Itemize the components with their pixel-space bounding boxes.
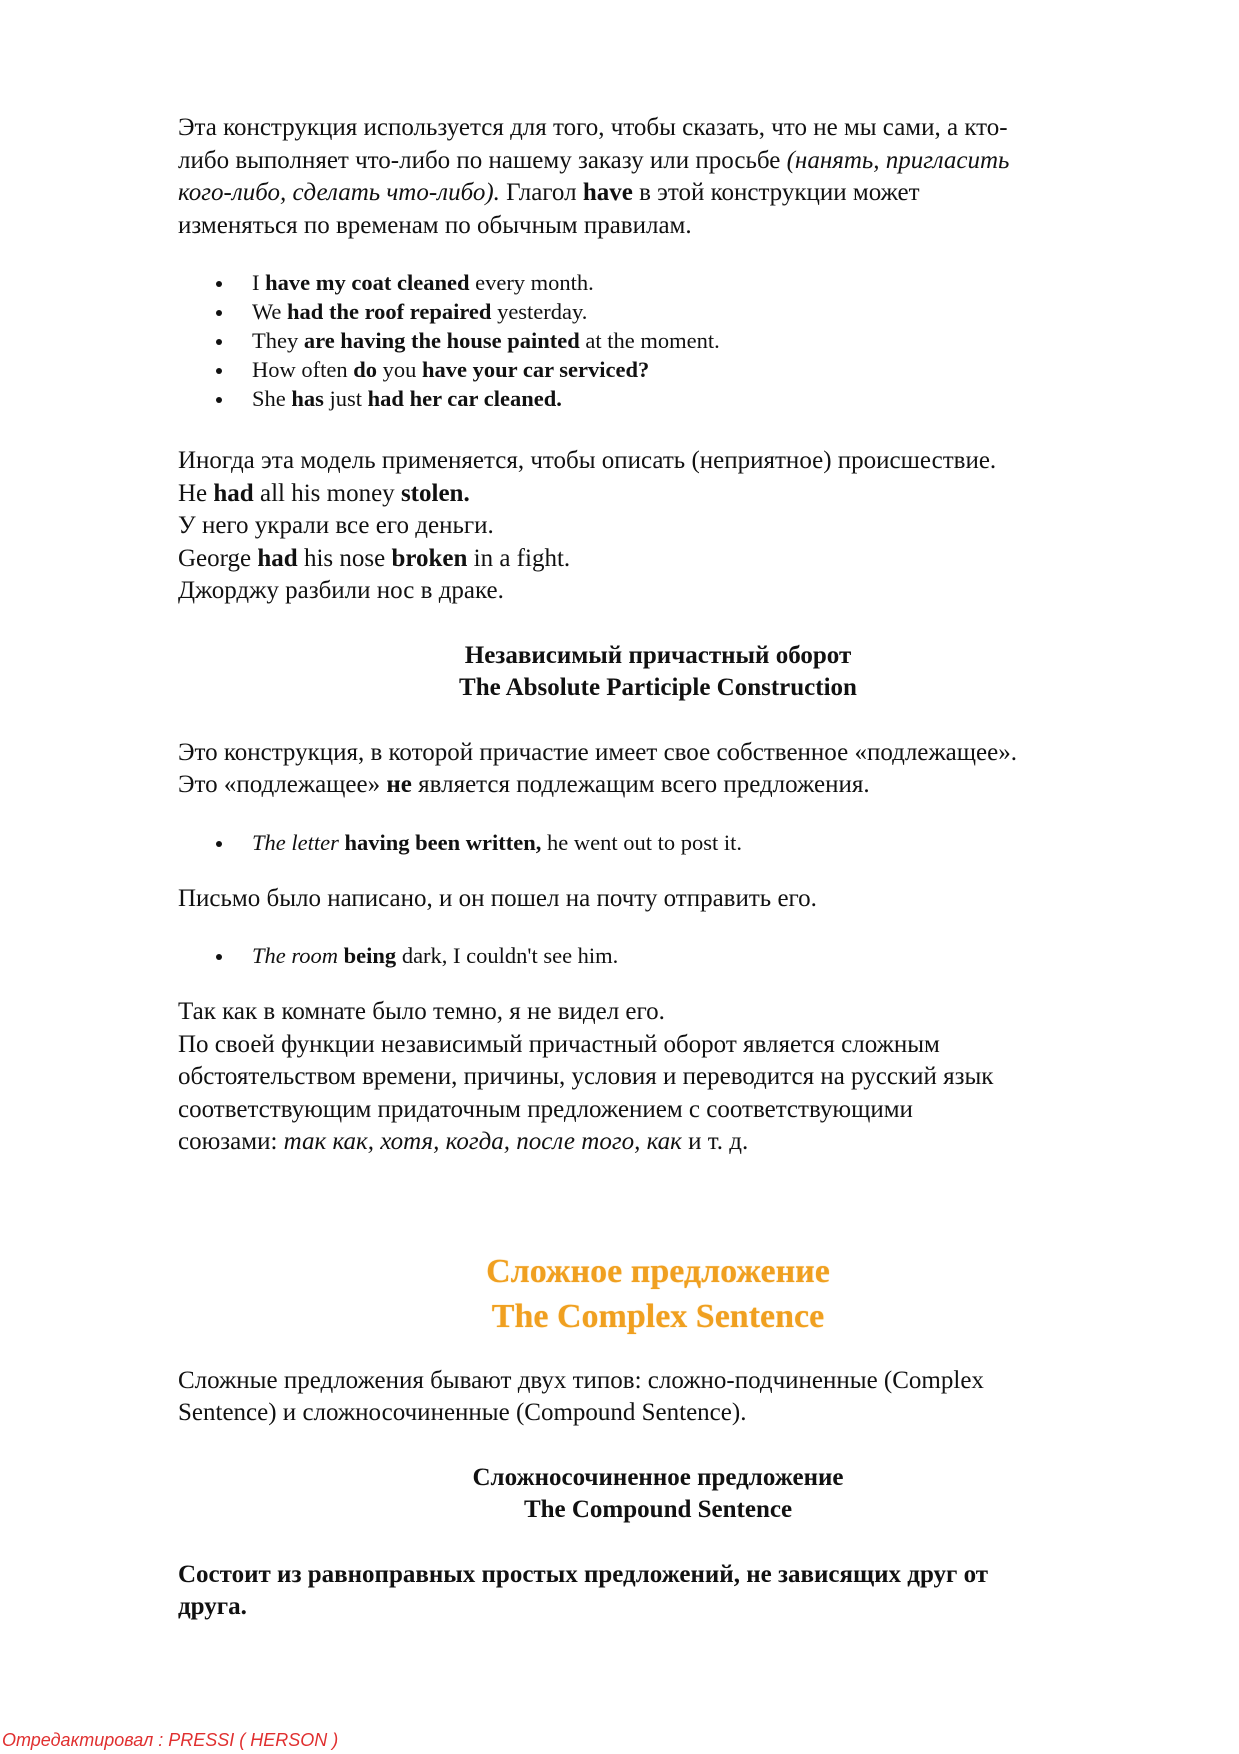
footer-credit: Отредактировал : PRESSI ( HERSON ) [2, 1730, 339, 1750]
function-text: союзами: [178, 1128, 284, 1155]
function-text: и т. д. [681, 1128, 749, 1155]
example-bold: having been written, [338, 829, 542, 855]
example-plain: yesterday. [491, 299, 588, 324]
example-plain: just [323, 386, 368, 411]
definition-text: Это «подлежащее» [178, 771, 387, 798]
incident-translation-2: Джорджу разбили нос в драке. [178, 577, 504, 604]
example-bold: had her car cleaned. [367, 386, 562, 411]
example-bold: being [338, 943, 397, 968]
chapter-heading-ru: Сложное предложение [486, 1252, 830, 1290]
complex-intro [178, 1365, 1138, 1430]
function-line: соответствующим придаточным предложением с соответствующими [178, 1095, 913, 1123]
example-plain: his nose [297, 544, 392, 572]
example-plain: you [377, 357, 422, 382]
example-bold: stolen. [400, 479, 470, 507]
example-plain: every month. [469, 270, 594, 295]
intro-line [178, 112, 1138, 145]
statement-line: друга. [178, 1593, 247, 1620]
definition-text: является подлежащим всего предложения. [411, 771, 870, 798]
incident-translation-1: У него украли все его деньги. [178, 512, 494, 539]
example-italic: The room [252, 943, 339, 968]
intro-text: изменяться по временам по обычным правилам. [178, 211, 692, 239]
example-plain: in a fight. [467, 544, 571, 572]
example-bold: has [291, 386, 324, 411]
definition-line: Это конструкция, в которой причастие имеет свое собственное «подлежащее». [178, 738, 1017, 766]
spacer [178, 857, 1138, 883]
example-plain: He [178, 479, 214, 507]
example-plain: How often [252, 357, 354, 382]
intro-line [178, 210, 1138, 243]
section-heading-en: The Compound Sentence [523, 1496, 793, 1523]
example-bold: are having the house painted [303, 328, 580, 353]
example-bold: broken [391, 544, 468, 572]
intro-italic: кого-либо, сделать что-либо). [178, 179, 500, 206]
absolute-translation-1: Письмо было написано, и он пошел на почту отправить его. [178, 884, 817, 912]
example-plain: They [252, 328, 304, 353]
example-plain: at the moment. [579, 328, 720, 353]
spacer [178, 1339, 1138, 1365]
intro-text: в этой конструкции может [632, 179, 920, 206]
statement-line: Состоит из равноправных простых предложений, не зависящих друг от [178, 1560, 989, 1588]
example-bold: had [257, 544, 298, 572]
list-item [252, 941, 1138, 970]
intro-text: Эта конструкция используется для того, чтобы сказать, что не мы сами, а кто- [178, 114, 1008, 141]
definition-bold: не [386, 771, 412, 798]
example-plain: We [252, 299, 288, 324]
list-item [252, 384, 1138, 413]
example-plain: She [252, 386, 292, 411]
section-heading-en: The Absolute Participle Construction [459, 674, 857, 701]
list-item [252, 355, 1138, 384]
incident-intro: Иногда эта модель применяется, чтобы описать (неприятное) происшествие. [178, 447, 997, 474]
example-italic: The letter [252, 829, 339, 855]
example-bold: do [353, 357, 377, 382]
intro-bold: have [582, 179, 633, 206]
list-item [252, 326, 1138, 355]
compound-statement [178, 1559, 1138, 1624]
example-bold: have my coat cleaned [265, 270, 470, 295]
function-line: обстоятельством времени, причины, условия и переводится на русский язык [178, 1063, 994, 1090]
intro-line [178, 145, 1138, 178]
spacer [178, 915, 1138, 941]
spacer [178, 608, 1138, 640]
spacer [178, 802, 1138, 828]
example-plain: all his money [253, 479, 401, 507]
incident-paragraph [178, 445, 1138, 608]
absolute-function-paragraph [178, 996, 1138, 1159]
example-bold: had the roof repaired [287, 299, 492, 324]
example-plain: George [178, 544, 258, 572]
incident-example-1 [178, 478, 1138, 511]
document-page [178, 112, 1138, 1624]
spacer [178, 1527, 1138, 1559]
example-plain: dark, I couldn't see him. [396, 943, 619, 968]
list-item [252, 268, 1138, 297]
example-plain: I [252, 270, 266, 295]
complex-line: Sentence) и сложносочиненные (Compound Sentence). [178, 1399, 747, 1426]
example-plain: he went out to post it. [541, 829, 742, 855]
incident-example-2 [178, 543, 1138, 576]
chapter-heading-en: The Complex Sentence [491, 1297, 825, 1335]
spacer [178, 970, 1138, 996]
function-line: По своей функции независимый причастный оборот является сложным [178, 1030, 940, 1058]
intro-text: либо выполняет что-либо по нашему заказу или просьбе [178, 146, 787, 174]
intro-italic: (нанять, пригласить [786, 146, 1010, 174]
absolute-example-list-1 [178, 828, 1138, 857]
example-bold: had [213, 479, 254, 507]
intro-line [178, 177, 1138, 210]
spacer [178, 1159, 1138, 1249]
absolute-definition [178, 737, 1138, 802]
spacer [178, 1430, 1138, 1462]
spacer [178, 705, 1138, 737]
intro-paragraph [178, 112, 1138, 242]
definition-line [178, 769, 1138, 802]
absolute-example-list-2 [178, 941, 1138, 970]
section-heading-ru: Сложносочиненное предложение [472, 1463, 844, 1491]
list-item [252, 828, 1138, 857]
intro-text: Глагол [499, 179, 583, 206]
examples-list [178, 268, 1138, 413]
function-line [178, 1126, 1138, 1159]
absolute-translation-2: Так как в комнате было темно, я не видел его. [178, 998, 665, 1025]
function-italic: так как, хотя, когда, после того, как [283, 1128, 682, 1155]
example-bold: have your car serviced? [422, 357, 650, 382]
list-item [252, 297, 1138, 326]
complex-line: Сложные предложения бывают двух типов: сложно-подчиненные (Complex [178, 1366, 984, 1394]
section-heading-ru: Независимый причастный оборот [464, 641, 852, 669]
